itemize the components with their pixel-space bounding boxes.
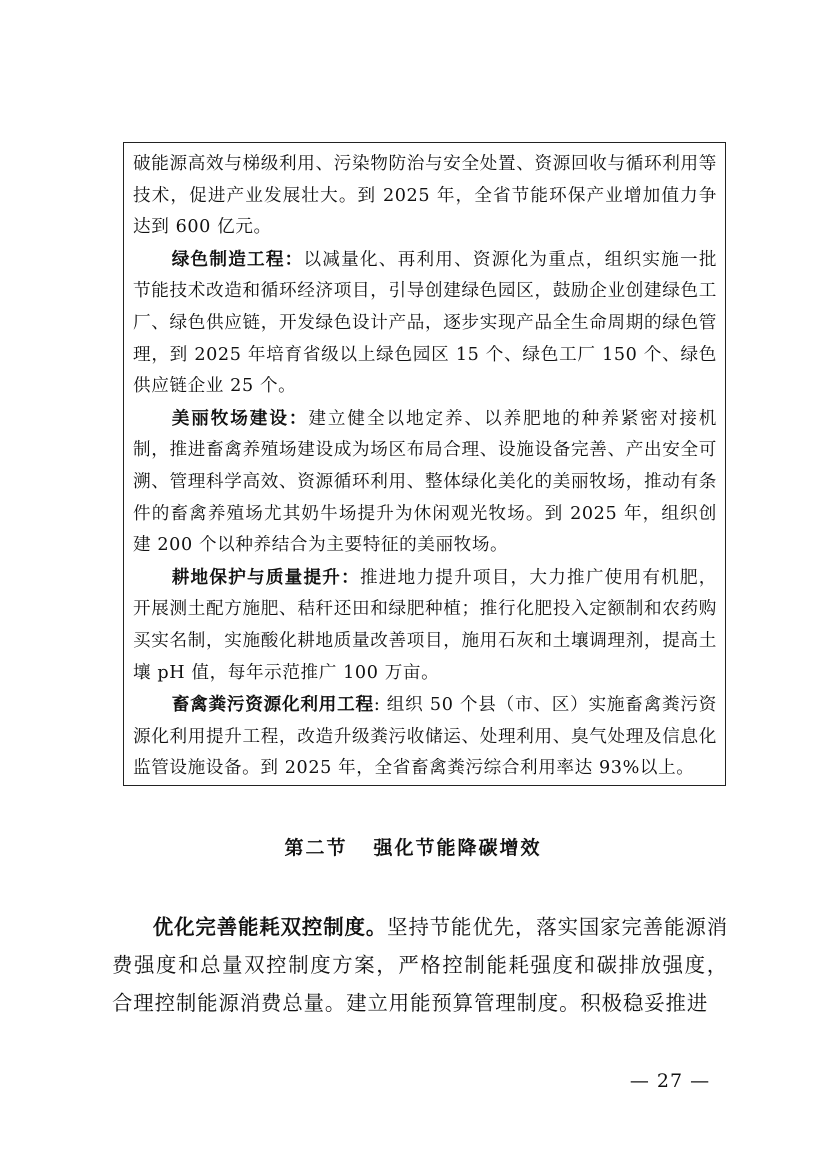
box-item-title: 畜禽粪污资源化利用工程: [171, 694, 374, 716]
body-lead: 优化完善能耗双控制度。: [152, 915, 388, 939]
box-item-title: 耕地保护与质量提升：: [171, 566, 360, 588]
body-paragraph: [112, 908, 728, 1022]
box-item-text: 推进地力提升项目，大力推广使用有机肥，开展测土配方施肥、秸秆还田和绿肥种植；推行化肥投入定额制和农药购买实名制，实施酸化耕地质量改善项目，施用石灰和土壤调理剂，提高土壤 pH 值，每年示范推广 100 万亩。: [133, 567, 717, 683]
section-number: 第二节: [284, 837, 348, 859]
box-item-title: 绿色制造工程：: [171, 248, 304, 270]
box-item-farmland-protection: [133, 562, 717, 689]
box-item-text: : 组织 50 个县（市、区）实施畜禽粪污资源化利用提升工程，改造升级粪污收储运、处理利用、臭气处理及信息化监管设施设备。到 2025 年，全省畜禽粪污综合利用率达 93%以上。: [133, 695, 718, 779]
box-item-manure-utilization: [133, 689, 717, 785]
box-item-text: 建立健全以地定养、以养肥地的种养紧密对接机制，推进畜禽养殖场建设成为场区布局合理、设施设备完善、产出安全可溯、管理科学高效、资源循环利用、整体绿化美化的美丽牧场，推动有条件的畜禽养殖场尤其奶牛场提升为休闲观光牧场。到 2025 年，组织创建 200 个以种养结合为主要特征的美丽牧场。: [133, 408, 717, 556]
box-continuation-paragraph: 破能源高效与梯级利用、污染物防治与安全处置、资源回收与循环利用等技术，促进产业发展壮大。到 2025 年，全省节能环保产业增加值力争达到 600 亿元。: [133, 154, 717, 238]
section-heading: [0, 833, 826, 860]
box-item-beautiful-ranch: [133, 403, 717, 562]
box-item-title: 美丽牧场建设：: [171, 407, 309, 429]
project-box: [123, 142, 726, 786]
page-number: — 27 —: [629, 1070, 711, 1092]
body-text: [112, 908, 728, 1022]
body-paragraph-text: 坚持节能优先，落实国家完善能源消费强度和总量双控制度方案，严格控制能耗强度和碳排放强度，合理控制能源消费总量。建立用能预算管理制度。积极稳妥推进: [112, 915, 728, 1015]
box-item-text: 以减量化、再利用、资源化为重点，组织实施一批节能技术改造和循环经济项目，引导创建绿色园区，鼓励企业创建绿色工厂、绿色供应链，开发绿色设计产品，逐步实现产品全生命周期的绿色管理，到 2025 年培育省级以上绿色园区 15 个、绿色工厂 150 个、绿色供应链企业 25 个。: [133, 249, 718, 397]
section-title: 强化节能降碳增效: [373, 837, 542, 859]
box-item-green-manufacturing: [133, 244, 717, 403]
